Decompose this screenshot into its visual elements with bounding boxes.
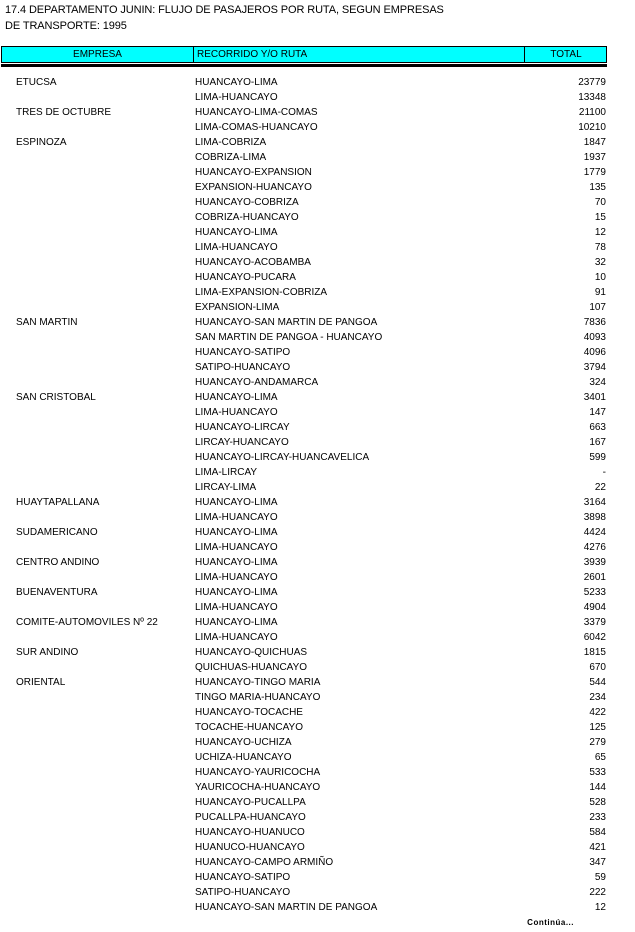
- table-row: [0, 795, 635, 810]
- table-row: [0, 810, 635, 825]
- table-row: [0, 660, 635, 675]
- route-cell: HUANCAYO-ANDAMARCA: [195, 377, 319, 388]
- table-row: [0, 330, 635, 345]
- header-total: TOTAL: [524, 47, 607, 62]
- table-body: [0, 75, 635, 915]
- header-ruta: RECORRIDO Y/O RUTA: [193, 47, 524, 62]
- table-row: [0, 690, 635, 705]
- total-cell: 1847: [583, 137, 606, 148]
- table-row: [0, 840, 635, 855]
- total-cell: 147: [589, 407, 606, 418]
- table-row: [0, 585, 635, 600]
- total-cell: 4276: [583, 542, 606, 553]
- route-cell: HUANCAYO-YAURICOCHA: [195, 767, 321, 778]
- total-cell: -: [602, 467, 606, 478]
- table-row: [0, 120, 635, 135]
- table-row: [0, 675, 635, 690]
- table-row: [0, 210, 635, 225]
- total-cell: 3939: [583, 557, 606, 568]
- table-row: [0, 240, 635, 255]
- total-cell: 4904: [583, 602, 606, 613]
- table-row: [0, 600, 635, 615]
- route-cell: LIMA-COBRIZA: [195, 137, 267, 148]
- total-cell: 222: [589, 887, 606, 898]
- route-cell: TOCACHE-HUANCAYO: [195, 722, 303, 733]
- route-cell: LIRCAY-HUANCAYO: [195, 437, 289, 448]
- route-cell: LIMA-COMAS-HUANCAYO: [195, 122, 318, 133]
- route-cell: HUANCAYO-CAMPO ARMIÑO: [195, 857, 334, 868]
- route-cell: LIMA-HUANCAYO: [195, 542, 278, 553]
- table-row: [0, 75, 635, 90]
- table-row: [0, 705, 635, 720]
- total-cell: 32: [594, 257, 606, 268]
- company-cell: SAN MARTIN: [16, 317, 78, 328]
- total-cell: 1779: [583, 167, 606, 178]
- table-row: [0, 645, 635, 660]
- route-cell: SATIPO-HUANCAYO: [195, 362, 291, 373]
- route-cell: HUANCAYO-LIMA: [195, 587, 278, 598]
- company-cell: SUR ANDINO: [16, 647, 79, 658]
- total-cell: 279: [589, 737, 606, 748]
- total-cell: 6042: [583, 632, 606, 643]
- total-cell: 4424: [583, 527, 606, 538]
- route-cell: HUANUCO-HUANCAYO: [195, 842, 305, 853]
- total-cell: 599: [589, 452, 606, 463]
- total-cell: 22: [594, 482, 606, 493]
- table-row: [0, 480, 635, 495]
- header-empresa: EMPRESA: [73, 49, 122, 60]
- table-row: [0, 165, 635, 180]
- table-row: [0, 630, 635, 645]
- total-cell: 3164: [583, 497, 606, 508]
- company-cell: CENTRO ANDINO: [16, 557, 100, 568]
- route-cell: HUANCAYO-SAN MARTIN DE PANGOA: [195, 317, 378, 328]
- total-cell: 422: [589, 707, 606, 718]
- table-row: [0, 390, 635, 405]
- table-row: [0, 465, 635, 480]
- table-row: [0, 615, 635, 630]
- table-row: [0, 495, 635, 510]
- route-cell: COBRIZA-LIMA: [195, 152, 267, 163]
- table-row: [0, 360, 635, 375]
- table-row: [0, 855, 635, 870]
- total-cell: 1937: [583, 152, 606, 163]
- route-cell: HUANCAYO-SATIPO: [195, 872, 291, 883]
- table-row: [0, 870, 635, 885]
- total-cell: 528: [589, 797, 606, 808]
- table-row: [0, 405, 635, 420]
- document-title: [5, 2, 444, 34]
- route-cell: HUANCAYO-LIMA: [195, 557, 278, 568]
- route-cell: HUANCAYO-TOCACHE: [195, 707, 303, 718]
- company-cell: BUENAVENTURA: [16, 587, 98, 598]
- table-row: [0, 270, 635, 285]
- route-cell: LIMA-HUANCAYO: [195, 512, 278, 523]
- total-cell: 78: [594, 242, 606, 253]
- total-cell: 3379: [583, 617, 606, 628]
- total-cell: 144: [589, 782, 606, 793]
- total-cell: 3794: [583, 362, 606, 373]
- route-cell: EXPANSION-LIMA: [195, 302, 280, 313]
- route-cell: HUANCAYO-SATIPO: [195, 347, 291, 358]
- table-row: [0, 510, 635, 525]
- company-cell: ESPINOZA: [16, 137, 67, 148]
- route-cell: HUANCAYO-COBRIZA: [195, 197, 299, 208]
- table-row: [0, 780, 635, 795]
- table-row: [0, 525, 635, 540]
- table-row: [0, 285, 635, 300]
- total-cell: 421: [589, 842, 606, 853]
- table-row: [0, 540, 635, 555]
- total-cell: 15: [594, 212, 606, 223]
- total-cell: 347: [589, 857, 606, 868]
- total-cell: 584: [589, 827, 606, 838]
- total-cell: 59: [594, 872, 606, 883]
- total-cell: 3898: [583, 512, 606, 523]
- total-cell: 12: [594, 902, 606, 913]
- table-row: [0, 150, 635, 165]
- total-cell: 324: [589, 377, 606, 388]
- route-cell: HUANCAYO-LIMA: [195, 77, 278, 88]
- total-cell: 125: [589, 722, 606, 733]
- table-row: [0, 180, 635, 195]
- total-cell: 533: [589, 767, 606, 778]
- total-cell: 23779: [578, 77, 606, 88]
- route-cell: HUANCAYO-TINGO MARIA: [195, 677, 321, 688]
- route-cell: LIMA-HUANCAYO: [195, 407, 278, 418]
- company-cell: SAN CRISTOBAL: [16, 392, 96, 403]
- total-cell: 233: [589, 812, 606, 823]
- route-cell: HUANCAYO-HUANUCO: [195, 827, 305, 838]
- table-row: [0, 345, 635, 360]
- route-cell: HUANCAYO-SAN MARTIN DE PANGOA: [195, 902, 378, 913]
- title-line-2: DE TRANSPORTE: 1995: [5, 20, 127, 32]
- total-cell: 107: [589, 302, 606, 313]
- company-cell: TRES DE OCTUBRE: [16, 107, 112, 118]
- table-row: [0, 435, 635, 450]
- table-row: [0, 195, 635, 210]
- table-row: [0, 90, 635, 105]
- table-row: [0, 135, 635, 150]
- total-cell: 10210: [578, 122, 606, 133]
- total-cell: 21100: [578, 107, 606, 118]
- table-row: [0, 225, 635, 240]
- route-cell: UCHIZA-HUANCAYO: [195, 752, 292, 763]
- table-row: [0, 735, 635, 750]
- route-cell: HUANCAYO-LIMA: [195, 497, 278, 508]
- table-row: [0, 315, 635, 330]
- route-cell: SATIPO-HUANCAYO: [195, 887, 291, 898]
- total-cell: 10: [594, 272, 606, 283]
- route-cell: LIMA-HUANCAYO: [195, 632, 278, 643]
- table-header: [1, 46, 607, 63]
- table-row: [0, 375, 635, 390]
- route-cell: HUANCAYO-LIMA: [195, 617, 278, 628]
- table-row: [0, 900, 635, 915]
- title-line-1: 17.4 DEPARTAMENTO JUNIN: FLUJO DE PASAJEROS POR RUTA, SEGUN EMPRESAS: [5, 4, 444, 16]
- route-cell: COBRIZA-HUANCAYO: [195, 212, 299, 223]
- route-cell: LIMA-HUANCAYO: [195, 602, 278, 613]
- total-cell: 135: [589, 182, 606, 193]
- table-row: [0, 885, 635, 900]
- table-row: [0, 450, 635, 465]
- total-cell: 4096: [583, 347, 606, 358]
- total-cell: 234: [589, 692, 606, 703]
- header-divider: [1, 64, 607, 67]
- total-cell: 12: [594, 227, 606, 238]
- total-cell: 7836: [583, 317, 606, 328]
- total-cell: 13348: [578, 92, 606, 103]
- total-cell: 670: [589, 662, 606, 673]
- route-cell: HUANCAYO-PUCARA: [195, 272, 296, 283]
- route-cell: LIMA-LIRCAY: [195, 467, 258, 478]
- table-row: [0, 105, 635, 120]
- total-cell: 3401: [583, 392, 606, 403]
- route-cell: HUANCAYO-EXPANSION: [195, 167, 312, 178]
- route-cell: HUANCAYO-LIMA: [195, 527, 278, 538]
- route-cell: LIRCAY-LIMA: [195, 482, 257, 493]
- route-cell: LIMA-EXPANSION-COBRIZA: [195, 287, 328, 298]
- route-cell: QUICHUAS-HUANCAYO: [195, 662, 308, 673]
- table-row: [0, 420, 635, 435]
- table-row: [0, 300, 635, 315]
- continue-note: Continúa...: [527, 918, 574, 927]
- table-row: [0, 825, 635, 840]
- route-cell: HUANCAYO-LIRCAY: [195, 422, 290, 433]
- table-row: [0, 720, 635, 735]
- route-cell: HUANCAYO-PUCALLPA: [195, 797, 306, 808]
- route-cell: HUANCAYO-LIMA: [195, 227, 278, 238]
- total-cell: 544: [589, 677, 606, 688]
- total-cell: 65: [594, 752, 606, 763]
- route-cell: HUANCAYO-LIMA-COMAS: [195, 107, 318, 118]
- table-row: [0, 750, 635, 765]
- table-row: [0, 765, 635, 780]
- table-row: [0, 255, 635, 270]
- total-cell: 167: [589, 437, 606, 448]
- route-cell: EXPANSION-HUANCAYO: [195, 182, 312, 193]
- table-row: [0, 570, 635, 585]
- company-cell: HUAYTAPALLANA: [16, 497, 100, 508]
- total-cell: 1815: [583, 647, 606, 658]
- route-cell: HUANCAYO-LIMA: [195, 392, 278, 403]
- route-cell: LIMA-HUANCAYO: [195, 242, 278, 253]
- table-row: [0, 555, 635, 570]
- company-cell: COMITE-AUTOMOVILES Nº 22: [16, 617, 158, 628]
- route-cell: LIMA-HUANCAYO: [195, 92, 278, 103]
- total-cell: 70: [594, 197, 606, 208]
- route-cell: HUANCAYO-UCHIZA: [195, 737, 292, 748]
- total-cell: 2601: [583, 572, 606, 583]
- total-cell: 663: [589, 422, 606, 433]
- route-cell: HUANCAYO-QUICHUAS: [195, 647, 308, 658]
- company-cell: ORIENTAL: [16, 677, 66, 688]
- total-cell: 91: [594, 287, 606, 298]
- route-cell: TINGO MARIA-HUANCAYO: [195, 692, 321, 703]
- route-cell: LIMA-HUANCAYO: [195, 572, 278, 583]
- route-cell: YAURICOCHA-HUANCAYO: [195, 782, 321, 793]
- route-cell: PUCALLPA-HUANCAYO: [195, 812, 306, 823]
- route-cell: SAN MARTIN DE PANGOA - HUANCAYO: [195, 332, 383, 343]
- route-cell: HUANCAYO-ACOBAMBA: [195, 257, 311, 268]
- company-cell: SUDAMERICANO: [16, 527, 98, 538]
- total-cell: 4093: [583, 332, 606, 343]
- route-cell: HUANCAYO-LIRCAY-HUANCAVELICA: [195, 452, 370, 463]
- total-cell: 5233: [583, 587, 606, 598]
- company-cell: ETUCSA: [16, 77, 57, 88]
